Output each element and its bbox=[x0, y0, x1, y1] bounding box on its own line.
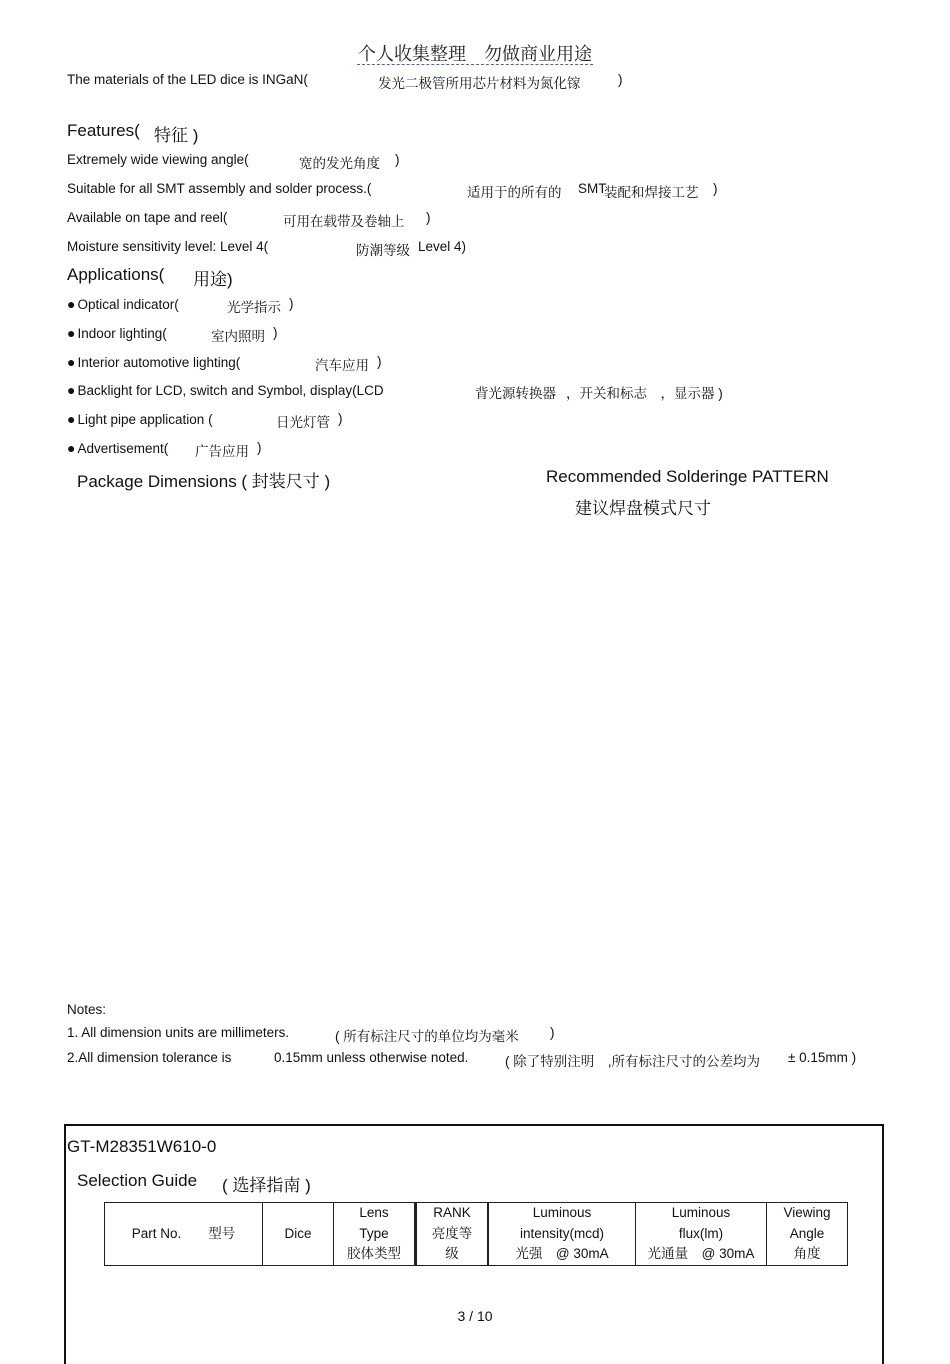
header-lens-line1: Lens bbox=[359, 1205, 389, 1221]
app-item-3 bbox=[67, 354, 240, 370]
app-item-3-close: ) bbox=[377, 354, 382, 369]
header-part-no bbox=[105, 1203, 263, 1266]
app-item-1 bbox=[67, 296, 179, 312]
app-item-5-close: ) bbox=[338, 411, 343, 426]
feature-3-en: Available on tape and reel( bbox=[67, 210, 228, 225]
app-item-6-close: ) bbox=[257, 440, 262, 455]
feature-2-close: ) bbox=[713, 181, 718, 196]
app-item-4-zh: 背光源转换器 bbox=[475, 386, 556, 401]
bullet-icon: ● bbox=[67, 382, 76, 398]
app-item-4-close: ，开关和标志 ，显示器 ) bbox=[566, 386, 723, 401]
feature-1-close: ) bbox=[395, 152, 400, 167]
note-1-en: 1. All dimension units are millimeters. bbox=[67, 1025, 290, 1040]
app-item-5-en: Light pipe application ( bbox=[77, 412, 213, 427]
app-item-2-zh: 室内照明 bbox=[211, 329, 265, 344]
app-item-2 bbox=[67, 325, 167, 341]
header-flux-line3: 光通量 @ 30mA bbox=[647, 1246, 755, 1262]
intro-close: ) bbox=[618, 72, 623, 87]
header-angle-line1: Viewing bbox=[783, 1205, 831, 1221]
app-item-2-close: ) bbox=[273, 325, 278, 340]
feature-4-close: Level 4) bbox=[418, 239, 467, 254]
selection-guide-table bbox=[104, 1202, 848, 1266]
header-intensity-line1: Luminous bbox=[532, 1205, 592, 1221]
watermark-title: 个人收集整理 勿做商业用途 bbox=[358, 44, 592, 64]
bullet-icon: ● bbox=[67, 296, 76, 312]
bullet-icon: ● bbox=[67, 440, 76, 456]
feature-3-zh: 可用在载带及卷轴上 bbox=[283, 214, 405, 229]
app-item-5 bbox=[67, 411, 213, 427]
header-intensity-line2: intensity(mcd) bbox=[519, 1225, 605, 1241]
intro-en: The materials of the LED dice is INGaN( bbox=[67, 72, 308, 87]
feature-2-en: Suitable for all SMT assembly and solder process.( bbox=[67, 181, 372, 196]
header-flux-line1: Luminous bbox=[671, 1205, 731, 1221]
feature-2-zh2: 装配和焊接工艺 bbox=[604, 185, 699, 200]
soldering-pattern-heading: Recommended Solderinge PATTERN bbox=[546, 467, 829, 486]
feature-2-mid: SMT bbox=[578, 181, 607, 196]
header-intensity-line3: 光强 @ 30mA bbox=[515, 1246, 609, 1262]
header-viewing-angle bbox=[767, 1203, 848, 1266]
features-heading-zh: 特征 ) bbox=[154, 126, 199, 145]
header-dice bbox=[263, 1203, 334, 1266]
bullet-icon: ● bbox=[67, 325, 76, 341]
selection-guide-title-zh: ( 选择指南 ) bbox=[222, 1176, 311, 1195]
app-item-5-zh: 日光灯管 bbox=[276, 415, 330, 430]
selection-guide-title: Selection Guide bbox=[77, 1171, 198, 1190]
app-item-1-close: ) bbox=[289, 296, 294, 311]
product-code: GT-M28351W610-0 bbox=[67, 1137, 217, 1156]
feature-3-close: ) bbox=[426, 210, 431, 225]
applications-heading-zh: 用途) bbox=[193, 270, 233, 289]
app-item-6-zh: 广告应用 bbox=[195, 444, 249, 459]
header-angle-line3: 角度 bbox=[793, 1246, 821, 1262]
feature-4-zh: 防潮等级 bbox=[356, 243, 410, 258]
header-rank-line3: 级 bbox=[445, 1246, 459, 1262]
app-item-3-zh: 汽车应用 bbox=[315, 358, 369, 373]
header-luminous-flux bbox=[636, 1203, 767, 1266]
intro-zh: 发光二极管所用芯片材料为氮化镓 bbox=[378, 76, 581, 91]
header-rank bbox=[416, 1203, 489, 1266]
header-lens-line3: 胶体类型 bbox=[347, 1246, 401, 1262]
app-item-3-en: Interior automotive lighting( bbox=[77, 355, 241, 370]
feature-2-zh: 适用于的所有的 bbox=[467, 185, 562, 200]
note-2-value: 0.15mm unless otherwise noted. bbox=[274, 1050, 469, 1065]
features-heading: Features( bbox=[67, 121, 140, 140]
table-header-row bbox=[105, 1203, 848, 1266]
app-item-1-en: Optical indicator( bbox=[77, 297, 179, 312]
bullet-icon: ● bbox=[67, 411, 76, 427]
soldering-pattern-heading-zh: 建议焊盘模式尺寸 bbox=[575, 499, 711, 518]
feature-1-zh: 宽的发光角度 bbox=[299, 156, 380, 171]
header-rank-line2: 亮度等 bbox=[431, 1225, 473, 1241]
feature-1-en: Extremely wide viewing angle( bbox=[67, 152, 249, 167]
header-angle-line2: Angle bbox=[789, 1225, 825, 1241]
notes-title: Notes: bbox=[67, 1002, 107, 1017]
app-item-2-en: Indoor lighting( bbox=[77, 326, 167, 341]
app-item-6 bbox=[67, 440, 168, 456]
package-dimensions-heading: Package Dimensions ( 封装尺寸 ) bbox=[77, 472, 331, 491]
app-item-6-en: Advertisement( bbox=[77, 441, 169, 456]
applications-heading: Applications( bbox=[67, 265, 165, 284]
feature-4-en: Moisture sensitivity level: Level 4( bbox=[67, 239, 269, 254]
watermark-underline bbox=[357, 64, 593, 65]
header-lens-type bbox=[334, 1203, 416, 1266]
note-2-zh: ( 除了特别注明 ,所有标注尺寸的公差均为 bbox=[505, 1054, 760, 1069]
header-rank-line1: RANK bbox=[433, 1205, 471, 1221]
header-flux-line2: flux(lm) bbox=[678, 1225, 724, 1241]
app-item-4-en: Backlight for LCD, switch and Symbol, display(LCD bbox=[77, 383, 384, 398]
note-2-en: 2.All dimension tolerance is bbox=[67, 1050, 232, 1065]
header-luminous-intensity bbox=[488, 1203, 636, 1266]
page-number: 3 / 10 bbox=[457, 1308, 493, 1324]
bullet-icon: ● bbox=[67, 354, 76, 370]
note-1-zh: ( 所有标注尺寸的单位均为毫米 bbox=[335, 1029, 519, 1044]
header-lens-line2: Type bbox=[359, 1225, 389, 1241]
app-item-1-zh: 光学指示 bbox=[227, 300, 281, 315]
header-part-no-label: Part No. 型号 bbox=[131, 1225, 236, 1241]
note-1-close: ) bbox=[550, 1025, 555, 1040]
note-2-close: ± 0.15mm ) bbox=[788, 1050, 857, 1065]
header-dice-label: Dice bbox=[284, 1225, 312, 1241]
app-item-4 bbox=[67, 382, 384, 398]
